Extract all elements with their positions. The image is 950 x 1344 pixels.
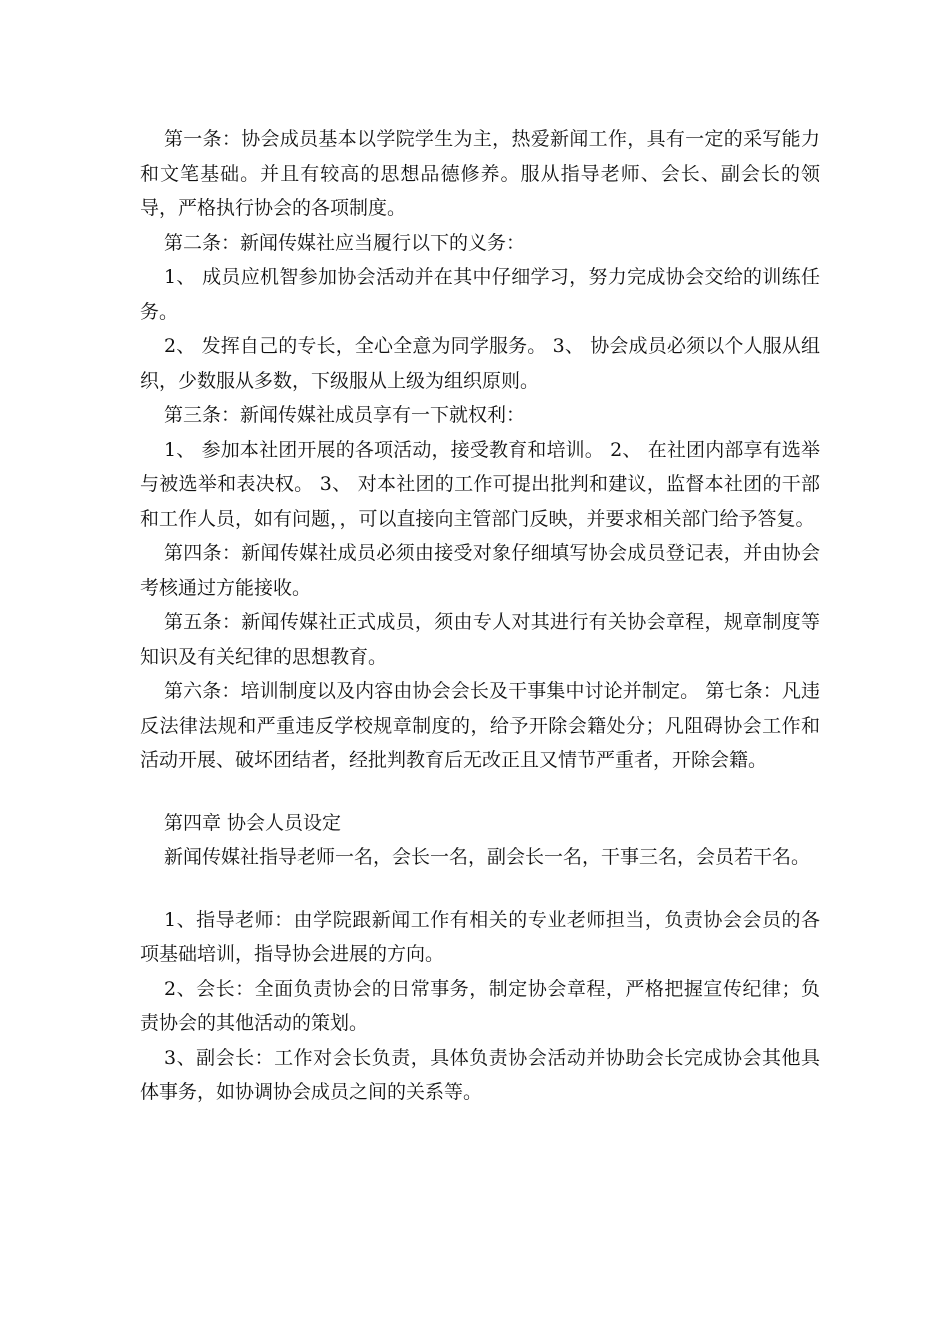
role-advisor: 1、指导老师：由学院跟新闻工作有相关的专业老师担当，负责协会会员的各项基础培训，指导协会进展的方向。 <box>140 908 820 965</box>
article-6-7: 第六条：培训制度以及内容由协会会长及干事集中讨论并制定。 第七条：凡违反法律法规和严重违反学校规章制度的，给予开除会籍处分；凡阻碍协会工作和活动开展、破坏团结者，经批判教育后无改正且又情节严重者，开除会籍。 <box>140 680 820 771</box>
article-1: 第一条：协会成员基本以学院学生为主，热爱新闻工作，具有一定的采写能力和文笔基础。并且有较高的思想品德修养。服从指导老师、会长、副会长的领导，严格执行协会的各项制度。 <box>140 128 820 219</box>
document-body <box>140 122 820 1110</box>
article-2-items-2-3: 2、 发挥自己的专长，全心全意为同学服务。 3、 协会成员必须以个人服从组织，少数服从多数，下级服从上级为组织原则。 <box>140 335 820 392</box>
article-2: 第二条：新闻传媒社应当履行以下的义务： <box>164 231 526 254</box>
role-president: 2、会长：全面负责协会的日常事务，制定协会章程，严格把握宣传纪律；负责协会的其他活动的策划。 <box>140 977 820 1034</box>
article-3: 第三条：新闻传媒社成员享有一下就权利： <box>164 404 526 426</box>
spacer <box>140 778 820 806</box>
article-2-item-1: 1、 成员应机智参加协会活动并在其中仔细学习，努力完成协会交给的训练任务。 <box>140 266 820 323</box>
spacer <box>140 875 820 903</box>
role-vice-president: 3、副会长：工作对会长负责，具体负责协会活动并协助会长完成协会其他具体事务，如协调协会成员之间的关系等。 <box>140 1046 820 1103</box>
article-4: 第四条：新闻传媒社成员必须由接受对象仔细填写协会成员登记表，并由协会考核通过方能接收。 <box>140 542 820 599</box>
chapter-intro: 新闻传媒社指导老师一名，会长一名，副会长一名，干事三名，会员若干名。 <box>164 846 811 868</box>
chapter-title: 第四章 协会人员设定 <box>164 811 342 834</box>
article-5: 第五条：新闻传媒社正式成员，须由专人对其进行有关协会章程，规章制度等知识及有关纪律的思想教育。 <box>140 611 820 668</box>
article-3-items: 1、 参加本社团开展的各项活动，接受教育和培训。 2、 在社团内部享有选举与被选举和表决权。 3、 对本社团的工作可提出批判和建议，监督本社团的干部和工作人员，如有问题，，可以直接向主管部门反映，并要求相关部门给予答复。 <box>140 438 820 530</box>
